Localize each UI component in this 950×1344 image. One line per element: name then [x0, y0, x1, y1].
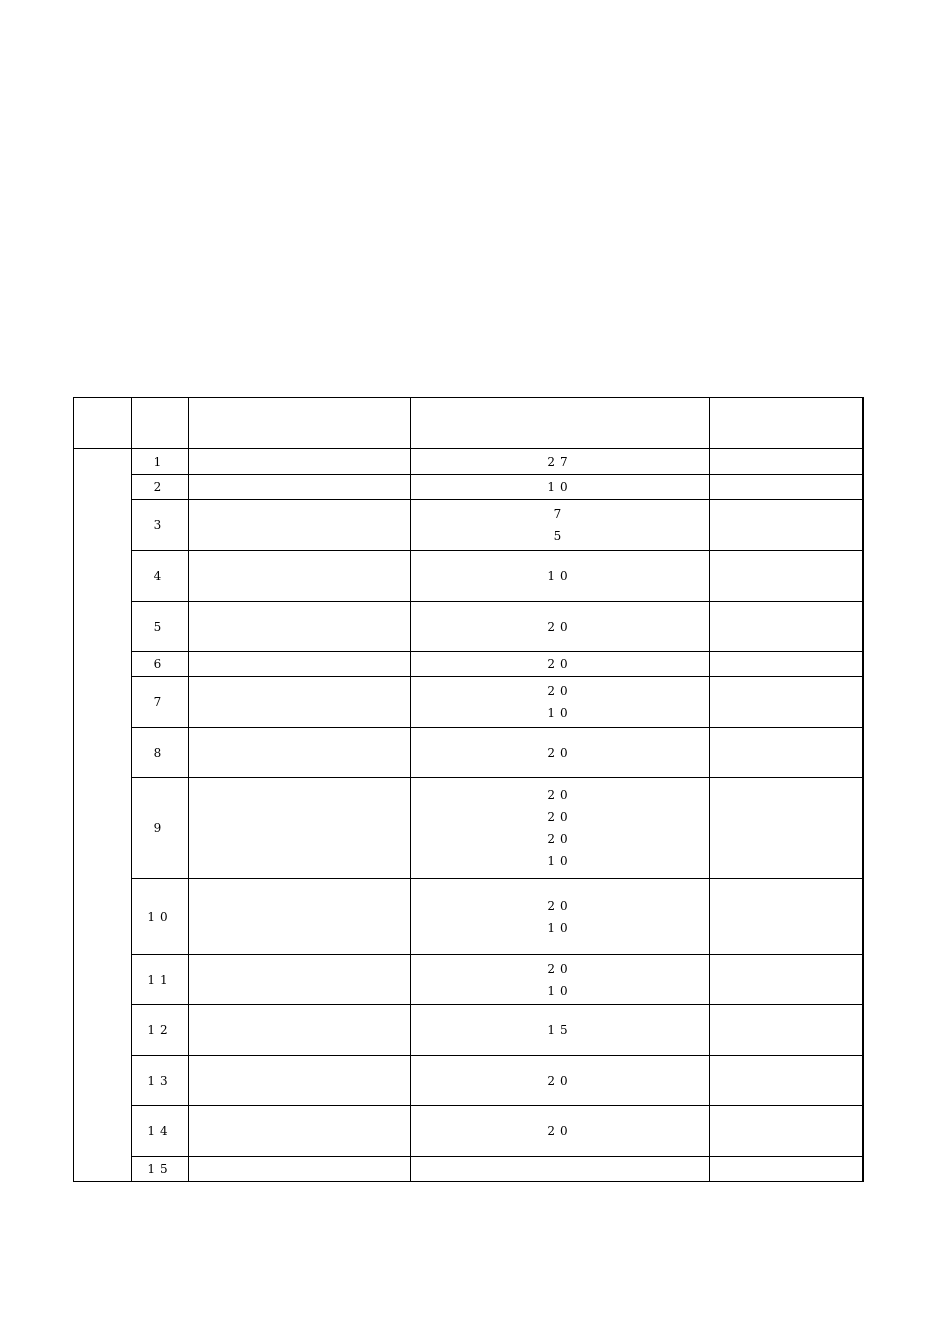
row-number: 2: [132, 475, 189, 500]
row-number: 10: [132, 879, 189, 955]
table-row: [74, 475, 863, 500]
row-number: 3: [132, 500, 189, 551]
standard-line: 10: [547, 706, 573, 720]
header-organization: [710, 398, 863, 449]
table-row: [74, 1106, 863, 1157]
item-cell: [189, 652, 411, 677]
organization-cell: [710, 602, 863, 652]
standard-line: 20: [547, 1124, 573, 1138]
row-number: 13: [132, 1056, 189, 1106]
standard-line: 5: [553, 529, 567, 543]
row-number: 7: [132, 677, 189, 728]
standard-cell: [411, 728, 710, 778]
item-cell: [189, 449, 411, 475]
organization-cell: [710, 652, 863, 677]
standard-cell: [411, 955, 710, 1005]
organization-cell: [710, 728, 863, 778]
standard-cell: [411, 652, 710, 677]
standard-cell: [411, 778, 710, 879]
header-category: [74, 398, 132, 449]
table-row: [74, 778, 863, 879]
item-cell: [189, 778, 411, 879]
organization-cell: [710, 1056, 863, 1106]
item-cell: [189, 1005, 411, 1056]
item-cell: [189, 500, 411, 551]
category-cell: [74, 449, 132, 1182]
table-row: [74, 728, 863, 778]
organization-cell: [710, 1106, 863, 1157]
standard-line: 10: [547, 480, 573, 494]
table-header-row: [74, 398, 863, 449]
row-number: 8: [132, 728, 189, 778]
item-cell: [189, 1106, 411, 1157]
header-standard: [411, 398, 710, 449]
table-row: [74, 449, 863, 475]
table-row: [74, 652, 863, 677]
organization-cell: [710, 879, 863, 955]
item-cell: [189, 602, 411, 652]
standard-line: 10: [547, 569, 573, 583]
organization-cell: [710, 1005, 863, 1056]
standard-line: 7: [553, 507, 567, 521]
standard-cell: [411, 677, 710, 728]
standard-cell: [411, 1056, 710, 1106]
header-number: [132, 398, 189, 449]
row-number: 14: [132, 1106, 189, 1157]
row-number: 11: [132, 955, 189, 1005]
standard-cell: [411, 475, 710, 500]
standard-line: 20: [547, 961, 573, 976]
standard-line: 20: [547, 684, 573, 698]
standard-line: 27: [547, 454, 573, 469]
standard-line: 20: [547, 898, 573, 913]
standard-line: 10: [547, 854, 573, 868]
row-number: 5: [132, 602, 189, 652]
organization-cell: [710, 677, 863, 728]
standard-line: 20: [547, 832, 573, 846]
row-number: 4: [132, 551, 189, 602]
item-cell: [189, 677, 411, 728]
table-row: [74, 1005, 863, 1056]
table-row: [74, 602, 863, 652]
item-cell: [189, 1157, 411, 1182]
standard-cell: [411, 449, 710, 475]
organization-cell: [710, 551, 863, 602]
standard-line: 10: [547, 983, 573, 998]
table-row: [74, 955, 863, 1005]
standard-line: 20: [547, 657, 573, 671]
organization-cell: [710, 475, 863, 500]
organization-cell: [710, 1157, 863, 1182]
item-cell: [189, 551, 411, 602]
organization-cell: [710, 778, 863, 879]
standard-cell: [411, 602, 710, 652]
item-cell: [189, 879, 411, 955]
table-row: [74, 677, 863, 728]
data-table: [73, 397, 864, 1182]
table-row: [74, 1056, 863, 1106]
item-cell: [189, 1056, 411, 1106]
standard-cell: [411, 879, 710, 955]
table-row: [74, 551, 863, 602]
standard-line: 10: [547, 920, 573, 935]
item-cell: [189, 475, 411, 500]
table-row: [74, 1157, 863, 1182]
row-number: 6: [132, 652, 189, 677]
standard-cell: [411, 1005, 710, 1056]
standard-cell: [411, 500, 710, 551]
table-row: [74, 879, 863, 955]
item-cell: [189, 728, 411, 778]
header-item: [189, 398, 411, 449]
row-number: 12: [132, 1005, 189, 1056]
standard-cell: [411, 551, 710, 602]
standard-line: 20: [547, 619, 573, 634]
row-number: 9: [132, 778, 189, 879]
organization-cell: [710, 500, 863, 551]
standard-line: 20: [547, 810, 573, 824]
standard-cell: [411, 1157, 710, 1182]
standard-line: 20: [547, 1073, 573, 1088]
standard-line: 20: [547, 788, 573, 802]
row-number: 1: [132, 449, 189, 475]
item-cell: [189, 955, 411, 1005]
standard-line: 15: [547, 1023, 573, 1037]
row-number: 15: [132, 1157, 189, 1182]
standard-cell: [411, 1106, 710, 1157]
organization-cell: [710, 449, 863, 475]
table-row: [74, 500, 863, 551]
organization-cell: [710, 955, 863, 1005]
standard-line: 20: [547, 745, 573, 760]
